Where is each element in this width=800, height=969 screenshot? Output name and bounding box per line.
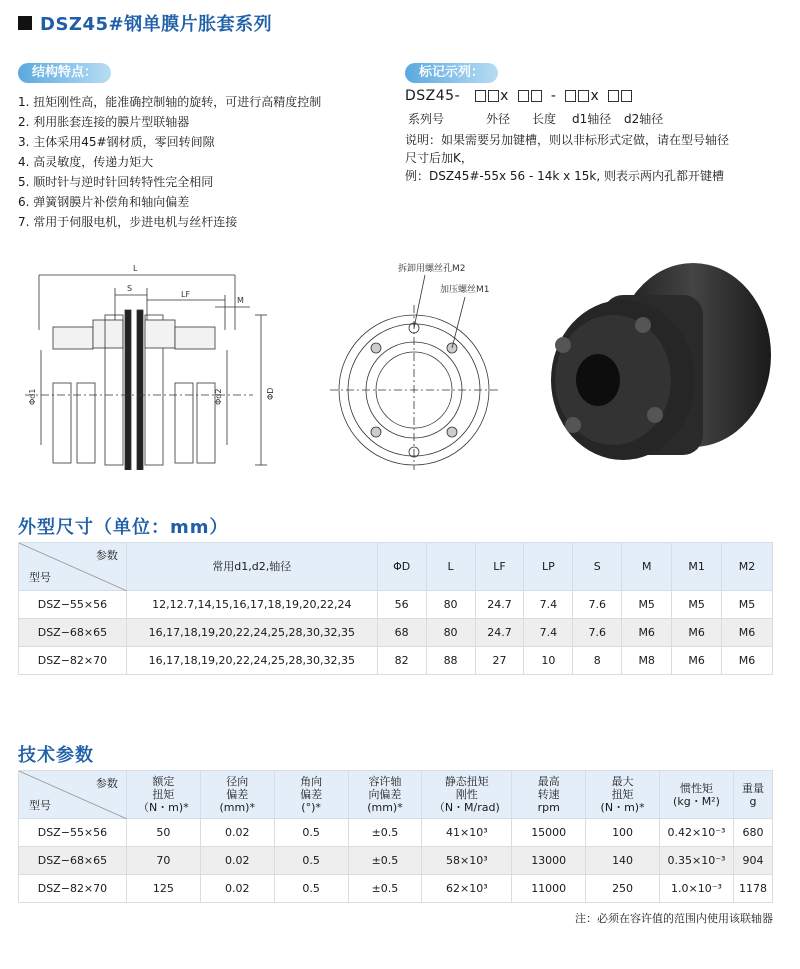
- dim-label-D: ΦD: [266, 387, 275, 400]
- dim-label-d2: Φd2: [214, 388, 223, 405]
- column-header: M1: [672, 543, 722, 591]
- cell: 0.02: [200, 847, 274, 875]
- dimensions-table: [18, 542, 773, 675]
- marking-x: x: [500, 88, 509, 104]
- corner-header: [19, 771, 127, 819]
- cell: 82: [377, 647, 426, 675]
- cell: 680: [733, 819, 772, 847]
- cell: 62×10³: [422, 875, 512, 903]
- column-header: 径向 偏差 (mm)*: [200, 771, 274, 819]
- cell: 15000: [512, 819, 586, 847]
- cell: ±0.5: [348, 875, 422, 903]
- cell-model: DSZ−55×56: [19, 591, 127, 619]
- features-list: [18, 92, 321, 232]
- cell: 0.02: [200, 875, 274, 903]
- blank-box: [578, 90, 589, 102]
- cell: 24.7: [475, 591, 524, 619]
- cell: 50: [126, 819, 200, 847]
- cell: 24.7: [475, 619, 524, 647]
- blank-box: [488, 90, 499, 102]
- cell: 7.4: [524, 591, 573, 619]
- column-header: 惯性矩 (kg・M²): [660, 771, 734, 819]
- marking-prefix: DSZ45-: [405, 88, 461, 104]
- dim-label-d1: Φd1: [28, 388, 37, 405]
- cell: 88: [426, 647, 475, 675]
- cell: 0.02: [200, 819, 274, 847]
- cell: 8: [573, 647, 622, 675]
- dim-label-l: L: [133, 264, 138, 273]
- blank-box: [475, 90, 486, 102]
- cell-model: DSZ−82×70: [19, 875, 127, 903]
- marking-model-code: [405, 88, 633, 104]
- cell: M6: [722, 647, 773, 675]
- cell: M6: [622, 619, 672, 647]
- cell: 10: [524, 647, 573, 675]
- feature-item: 4. 高灵敏度，传递力矩大: [18, 155, 154, 169]
- marking-x: x: [590, 88, 600, 104]
- column-header: ΦD: [377, 543, 426, 591]
- corner-param-label: 参数: [95, 777, 118, 790]
- cell: 0.5: [274, 847, 348, 875]
- table-row: [19, 819, 773, 847]
- feature-item: 3. 主体采用45#钢材质，零回转间隙: [18, 135, 215, 149]
- cell-model: DSZ−68×65: [19, 619, 127, 647]
- cell: ±0.5: [348, 847, 422, 875]
- features-label: 结构特点：: [18, 63, 111, 83]
- cell: 250: [586, 875, 660, 903]
- cell: 58×10³: [422, 847, 512, 875]
- cell: 100: [586, 819, 660, 847]
- cell: 904: [733, 847, 772, 875]
- marking-field-label: d2轴径: [624, 112, 664, 126]
- marking-field-label: d1轴径: [572, 112, 612, 126]
- cell: 0.5: [274, 875, 348, 903]
- column-header: S: [573, 543, 622, 591]
- column-header: 角向 偏差 (°)*: [274, 771, 348, 819]
- blank-box: [518, 90, 529, 102]
- column-header: L: [426, 543, 475, 591]
- column-header: 最高 转速 rpm: [512, 771, 586, 819]
- column-header: 静态扭矩 刚性 （N・M/rad): [422, 771, 512, 819]
- cell: 68: [377, 619, 426, 647]
- corner-model-label: 型号: [29, 799, 51, 812]
- front-view-drawing: [330, 255, 530, 470]
- cell: M6: [722, 619, 773, 647]
- column-header: M2: [722, 543, 773, 591]
- cell: 80: [426, 619, 475, 647]
- column-header: LP: [524, 543, 573, 591]
- marking-note: [405, 131, 785, 185]
- page-title-row: [18, 12, 272, 34]
- column-header: 常用d1,d2,轴径: [126, 543, 377, 591]
- tech-title: 技术参数: [18, 745, 94, 766]
- cell: 41×10³: [422, 819, 512, 847]
- cell-model: DSZ−55×56: [19, 819, 127, 847]
- dimensions-title: 外型尺寸（单位：mm）: [18, 517, 229, 538]
- cell: M6: [672, 619, 722, 647]
- cell-bore: 16,17,18,19,20,22,24,25,28,30,32,35: [126, 619, 377, 647]
- column-header: 额定 扭矩 （N・m)*: [126, 771, 200, 819]
- cell: 11000: [512, 875, 586, 903]
- title-square-icon: [18, 16, 32, 30]
- cell: 56: [377, 591, 426, 619]
- cell: ±0.5: [348, 819, 422, 847]
- note-line: 例：DSZ45#-55x 56 - 14k x 15k, 则表示两内孔都开键槽: [405, 169, 724, 183]
- side-view-drawing: [15, 255, 285, 470]
- blank-box: [565, 90, 576, 102]
- cell: 80: [426, 591, 475, 619]
- cell: 7.6: [573, 619, 622, 647]
- feature-item: 2. 利用胀套连接的膜片型联轴器: [18, 115, 190, 129]
- feature-item: 5. 顺时针与逆时针回转特性完全相同: [18, 175, 214, 189]
- dim-label-s: S: [127, 284, 133, 293]
- dim-label-lf: LF: [181, 290, 191, 299]
- cell: 7.4: [524, 619, 573, 647]
- cell-model: DSZ−68×65: [19, 847, 127, 875]
- cell-bore: 12,12.7,14,15,16,17,18,19,20,22,24: [126, 591, 377, 619]
- cell: M5: [722, 591, 773, 619]
- cell: M5: [672, 591, 722, 619]
- marking-field-label: 外径: [486, 112, 511, 126]
- column-header: 容许轴 向偏差 (mm)*: [348, 771, 422, 819]
- tech-table: [18, 770, 773, 903]
- note-line: 尺寸后加K，: [405, 151, 473, 165]
- column-header: LF: [475, 543, 524, 591]
- corner-header: [19, 543, 127, 591]
- blank-box: [621, 90, 632, 102]
- label-removal-screw-m2: 拆卸用螺丝孔M2: [398, 264, 466, 274]
- corner-model-label: 型号: [29, 571, 51, 584]
- cell: M8: [622, 647, 672, 675]
- column-header: M: [622, 543, 672, 591]
- cell-bore: 16,17,18,19,20,22,24,25,28,30,32,35: [126, 647, 377, 675]
- dim-label-m: M: [237, 296, 244, 305]
- table-row: [19, 847, 773, 875]
- footnote: 注：必须在容许值的范围内使用该联轴器: [575, 912, 773, 925]
- marking-field-label: 长度: [532, 112, 557, 126]
- feature-item: 1. 扭矩刚性高，能准确控制轴的旋转，可进行高精度控制: [18, 95, 322, 109]
- coupling-photo: [543, 255, 783, 475]
- cell: 140: [586, 847, 660, 875]
- cell: 0.42×10⁻³: [660, 819, 734, 847]
- marking-label: 标记示列：: [405, 63, 498, 83]
- blank-box: [531, 90, 542, 102]
- column-header: 重量 g: [733, 771, 772, 819]
- table-row: [19, 591, 773, 619]
- cell: 1178: [733, 875, 772, 903]
- cell: 27: [475, 647, 524, 675]
- marking-dash: -: [550, 88, 557, 104]
- cell: 1.0×10⁻³: [660, 875, 734, 903]
- cell: 70: [126, 847, 200, 875]
- corner-param-label: 参数: [95, 549, 118, 562]
- cell: M5: [622, 591, 672, 619]
- cell: 0.35×10⁻³: [660, 847, 734, 875]
- label-clamp-screw-m1: 加压螺丝M1: [440, 285, 490, 295]
- cell: M6: [672, 647, 722, 675]
- cell: 13000: [512, 847, 586, 875]
- marking-field-label: 系列号: [408, 112, 445, 126]
- cell-model: DSZ−82×70: [19, 647, 127, 675]
- feature-item: 7. 常用于伺服电机，步进电机与丝杆连接: [18, 215, 238, 229]
- feature-item: 6. 弹簧钢膜片补偿角和轴向偏差: [18, 195, 190, 209]
- table-row: [19, 647, 773, 675]
- note-line: 说明：如果需要另加键槽，则以非标形式定做，请在型号轴径: [405, 133, 730, 147]
- cell: 125: [126, 875, 200, 903]
- cell: 7.6: [573, 591, 622, 619]
- page-title: DSZ45#钢单膜片胀套系列: [40, 14, 273, 35]
- blank-box: [608, 90, 619, 102]
- cell: 0.5: [274, 819, 348, 847]
- table-row: [19, 875, 773, 903]
- column-header: 最大 扭矩 (N・m)*: [586, 771, 660, 819]
- table-row: [19, 619, 773, 647]
